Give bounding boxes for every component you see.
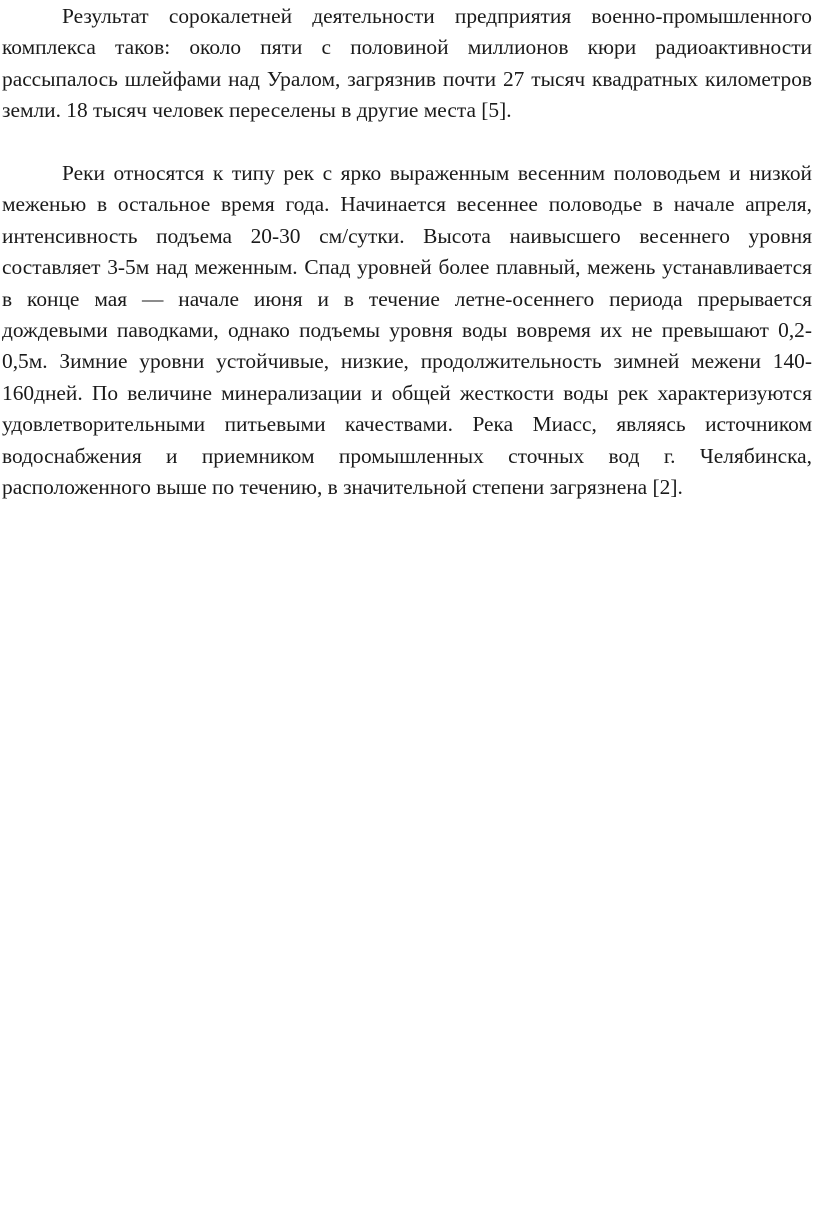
paragraph-rivers: Реки относятся к типу рек с ярко выраженным весенним половодьем и низкой меженью в остальное время года. Начинается весеннее половодье в начале апреля, интенсивность подъема 20-30 см/сутки. Высота наивысшего весеннего уровня составляет 3-5м над меженным. Спад уровней более плавный, межень устанавливается в конце мая — начале июня и в течение летне-осеннего периода прерывается дождевыми паводками, однако подъемы уровня воды вовремя их не превышают 0,2-0,5м. Зимние уровни устойчивые, низкие, продолжительность зимней межени 140-160дней. По величине минерализации и общей жесткости воды рек характеризуются удовлетворительными питьевыми качествами. Река Миасс, являясь источником водоснабжения и приемником промышленных сточных вод г. Челябинска, расположенного выше по течению, в значительной степени загрязнена [2].: [2, 161, 812, 500]
paragraph-spacer: [2, 127, 812, 158]
paragraph-radioactivity: Результат сорокалетней деятельности предприятия военно-промышленного комплекса таков: около пяти с половиной миллионов кюри радиоактивности рассыпалось шлейфами над Уралом, загрязнив почти 27 тысяч квадратных километров земли. 18 тысяч человек переселены в другие места [5].: [2, 4, 812, 123]
